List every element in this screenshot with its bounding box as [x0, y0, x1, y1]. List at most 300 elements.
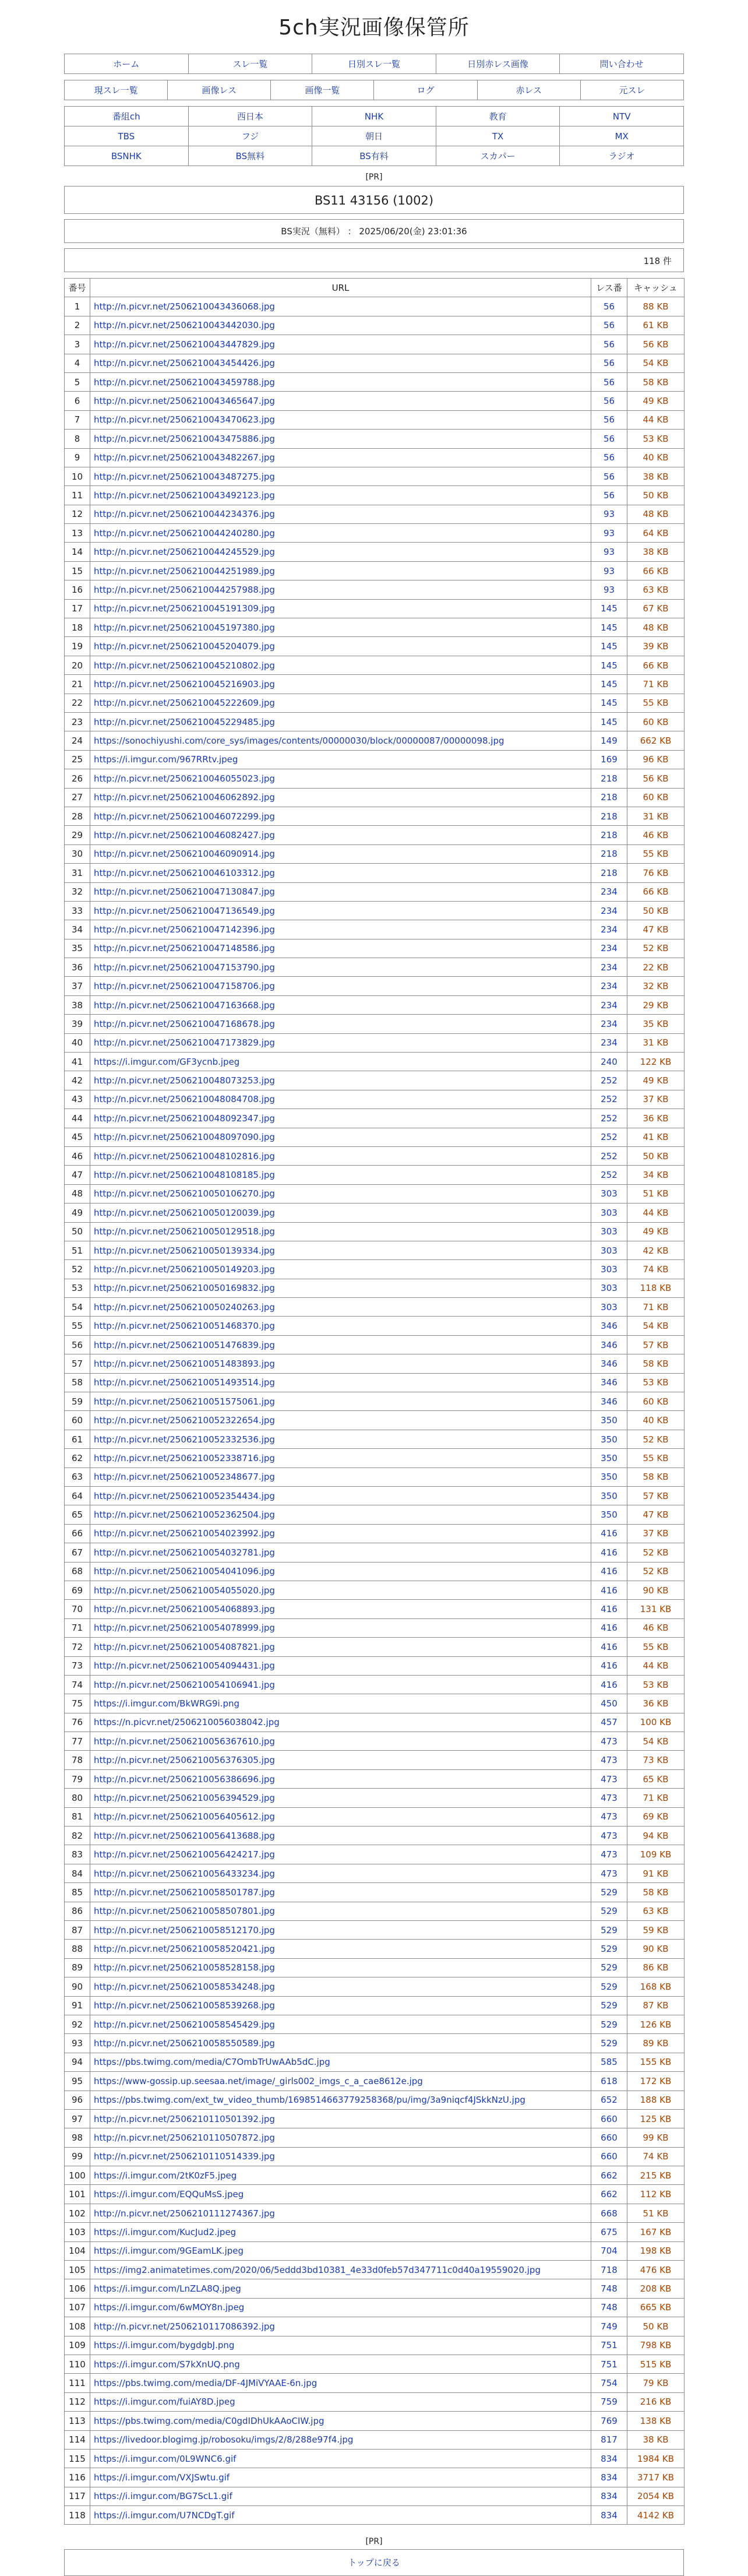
res-number-link[interactable]: 473	[591, 1789, 627, 1807]
res-number-link[interactable]: 346	[591, 1392, 627, 1411]
board-link[interactable]: NTV	[612, 111, 631, 122]
image-url-link[interactable]: http://n.picvr.net/2506210043482267.jpg	[94, 452, 275, 463]
image-url-link[interactable]: http://n.picvr.net/2506210058534248.jpg	[94, 1981, 275, 1992]
board-link[interactable]: 西日本	[237, 111, 263, 122]
image-url-link[interactable]: http://n.picvr.net/2506210058512170.jpg	[94, 1924, 275, 1935]
res-number-link[interactable]: 169	[591, 750, 627, 769]
cache-size-link[interactable]: 22 KB	[627, 958, 685, 977]
cache-size-link[interactable]: 63 KB	[627, 580, 685, 599]
cache-size-link[interactable]: 35 KB	[627, 1015, 685, 1033]
res-number-link[interactable]: 145	[591, 618, 627, 637]
cache-size-link[interactable]: 47 KB	[627, 920, 685, 939]
res-number-link[interactable]: 660	[591, 2147, 627, 2166]
cache-size-link[interactable]: 42 KB	[627, 1241, 685, 1259]
board-link[interactable]: フジ	[241, 131, 259, 142]
cache-size-link[interactable]: 2054 KB	[627, 2487, 685, 2505]
res-number-link[interactable]: 252	[591, 1146, 627, 1165]
image-url-link[interactable]: http://n.picvr.net/2506210056394529.jpg	[94, 1792, 275, 1803]
res-number-link[interactable]: 252	[591, 1166, 627, 1184]
res-number-link[interactable]: 416	[591, 1638, 627, 1656]
cache-size-link[interactable]: 89 KB	[627, 2034, 685, 2053]
image-url-link[interactable]: http://n.picvr.net/2506210043470623.jpg	[94, 414, 275, 425]
res-number-link[interactable]: 473	[591, 1807, 627, 1826]
cache-size-link[interactable]: 476 KB	[627, 2261, 685, 2279]
image-url-link[interactable]: http://n.picvr.net/2506210058528158.jpg	[94, 1962, 275, 1973]
cache-size-link[interactable]: 155 KB	[627, 2053, 685, 2071]
cache-size-link[interactable]: 59 KB	[627, 1920, 685, 1939]
nav-contact-link[interactable]: 問い合わせ	[599, 59, 644, 69]
cache-size-link[interactable]: 198 KB	[627, 2241, 685, 2260]
res-number-link[interactable]: 145	[591, 675, 627, 694]
cache-size-link[interactable]: 49 KB	[627, 1071, 685, 1090]
res-number-link[interactable]: 346	[591, 1354, 627, 1373]
cache-size-link[interactable]: 51 KB	[627, 2204, 685, 2222]
image-url-link[interactable]: http://n.picvr.net/2506210047136549.jpg	[94, 905, 275, 916]
cache-size-link[interactable]: 29 KB	[627, 995, 685, 1014]
cache-size-link[interactable]: 109 KB	[627, 1845, 685, 1864]
cache-size-link[interactable]: 49 KB	[627, 1222, 685, 1241]
res-number-link[interactable]: 652	[591, 2091, 627, 2109]
cache-size-link[interactable]: 118 KB	[627, 1279, 685, 1297]
cache-size-link[interactable]: 58 KB	[627, 1354, 685, 1373]
cache-size-link[interactable]: 515 KB	[627, 2355, 685, 2373]
image-url-link[interactable]: https://i.imgur.com/9GEamLK.jpeg	[94, 2246, 244, 2257]
res-number-link[interactable]: 145	[591, 656, 627, 674]
image-url-link[interactable]: http://n.picvr.net/2506210056367610.jpg	[94, 1736, 275, 1747]
image-url-link[interactable]: http://n.picvr.net/2506210046072299.jpg	[94, 811, 275, 822]
res-number-link[interactable]: 457	[591, 1713, 627, 1732]
image-url-link[interactable]: http://n.picvr.net/2506210046090914.jpg	[94, 849, 275, 860]
cache-size-link[interactable]: 60 KB	[627, 712, 685, 731]
cache-size-link[interactable]: 50 KB	[627, 2317, 685, 2336]
back-to-top-link[interactable]: トップに戻る	[348, 2557, 400, 2568]
res-number-link[interactable]: 303	[591, 1241, 627, 1259]
res-number-link[interactable]: 662	[591, 2166, 627, 2185]
cache-size-link[interactable]: 46 KB	[627, 1618, 685, 1637]
res-number-link[interactable]: 56	[591, 316, 627, 335]
image-url-link[interactable]: https://i.imgur.com/BG7ScL1.gif	[94, 2491, 232, 2502]
res-number-link[interactable]: 416	[591, 1600, 627, 1618]
cache-size-link[interactable]: 50 KB	[627, 1146, 685, 1165]
cache-size-link[interactable]: 131 KB	[627, 1600, 685, 1618]
cache-size-link[interactable]: 90 KB	[627, 1581, 685, 1599]
cache-size-link[interactable]: 48 KB	[627, 618, 685, 637]
cache-size-link[interactable]: 126 KB	[627, 2015, 685, 2033]
image-url-link[interactable]: http://n.picvr.net/2506210045204079.jpg	[94, 641, 275, 652]
res-number-link[interactable]: 754	[591, 2374, 627, 2392]
board-link[interactable]: ラジオ	[608, 151, 635, 161]
cache-size-link[interactable]: 53 KB	[627, 1675, 685, 1694]
image-url-link[interactable]: http://n.picvr.net/2506210045229485.jpg	[94, 716, 275, 727]
cache-size-link[interactable]: 58 KB	[627, 372, 685, 391]
image-url-link[interactable]: http://n.picvr.net/2506210044257988.jpg	[94, 584, 275, 595]
res-number-link[interactable]: 93	[591, 505, 627, 523]
cache-size-link[interactable]: 44 KB	[627, 410, 685, 429]
res-number-link[interactable]: 303	[591, 1184, 627, 1203]
image-url-link[interactable]: http://n.picvr.net/2506210045197380.jpg	[94, 622, 275, 633]
res-number-link[interactable]: 93	[591, 524, 627, 543]
res-number-link[interactable]: 416	[591, 1543, 627, 1562]
res-number-link[interactable]: 93	[591, 580, 627, 599]
image-url-link[interactable]: https://i.imgur.com/S7kXnUQ.png	[94, 2359, 240, 2370]
cache-size-link[interactable]: 188 KB	[627, 2091, 685, 2109]
image-url-link[interactable]: http://n.picvr.net/2506210054094431.jpg	[94, 1660, 275, 1671]
image-url-link[interactable]: http://n.picvr.net/2506210054068893.jpg	[94, 1604, 275, 1615]
cache-size-link[interactable]: 40 KB	[627, 1411, 685, 1430]
res-number-link[interactable]: 529	[591, 2034, 627, 2053]
image-url-link[interactable]: http://n.picvr.net/2506210043447829.jpg	[94, 339, 275, 350]
cache-size-link[interactable]: 86 KB	[627, 1958, 685, 1977]
res-number-link[interactable]: 145	[591, 599, 627, 618]
res-number-link[interactable]: 748	[591, 2279, 627, 2298]
cache-size-link[interactable]: 69 KB	[627, 1807, 685, 1826]
cache-size-link[interactable]: 66 KB	[627, 656, 685, 674]
image-url-link[interactable]: https://i.imgur.com/6wMOY8n.jpeg	[94, 2302, 245, 2313]
image-url-link[interactable]: https://livedoor.blogimg.jp/robosoku/imgs/2/8/288e97f4.jpg	[94, 2434, 354, 2445]
cache-size-link[interactable]: 87 KB	[627, 1996, 685, 2015]
image-url-link[interactable]: https://i.imgur.com/U7NCDgT.gif	[94, 2510, 235, 2521]
res-number-link[interactable]: 56	[591, 448, 627, 467]
image-url-link[interactable]: http://n.picvr.net/2506210117086392.jpg	[94, 2321, 275, 2332]
res-number-link[interactable]: 149	[591, 731, 627, 750]
res-number-link[interactable]: 234	[591, 1015, 627, 1033]
cache-size-link[interactable]: 74 KB	[627, 1260, 685, 1279]
cache-size-link[interactable]: 32 KB	[627, 977, 685, 995]
image-url-link[interactable]: http://n.picvr.net/2506210043475886.jpg	[94, 433, 275, 444]
res-number-link[interactable]: 145	[591, 694, 627, 712]
res-number-link[interactable]: 662	[591, 2185, 627, 2204]
image-url-link[interactable]: http://n.picvr.net/2506210054106941.jpg	[94, 1679, 275, 1690]
cache-size-link[interactable]: 49 KB	[627, 392, 685, 410]
image-url-link[interactable]: http://n.picvr.net/2506210043459788.jpg	[94, 376, 275, 388]
cache-size-link[interactable]: 74 KB	[627, 2147, 685, 2166]
res-number-link[interactable]: 751	[591, 2336, 627, 2355]
res-number-link[interactable]: 218	[591, 769, 627, 788]
board-link[interactable]: 番組ch	[112, 111, 140, 122]
res-number-link[interactable]: 234	[591, 958, 627, 977]
res-number-link[interactable]: 529	[591, 1920, 627, 1939]
image-url-link[interactable]: https://img2.animatetimes.com/2020/06/5eddd3bd10381_4e33d0feb57d347711c0d40a19559020.jpg	[94, 2264, 541, 2275]
image-url-link[interactable]: https://i.imgur.com/EQQuMsS.jpeg	[94, 2189, 244, 2200]
nav-image-list-link[interactable]: 画像一覧	[305, 85, 340, 96]
image-url-link[interactable]: https://pbs.twimg.com/ext_tw_video_thumb/1698514663779258368/pu/img/3a9niqcf4JSkkNzU.jpg	[94, 2095, 525, 2106]
res-number-link[interactable]: 234	[591, 939, 627, 958]
cache-size-link[interactable]: 52 KB	[627, 1430, 685, 1448]
cache-size-link[interactable]: 55 KB	[627, 694, 685, 712]
image-url-link[interactable]: https://i.imgur.com/bygdgbJ.png	[94, 2340, 235, 2351]
cache-size-link[interactable]: 38 KB	[627, 543, 685, 561]
res-number-link[interactable]: 529	[591, 1902, 627, 1920]
cache-size-link[interactable]: 88 KB	[627, 297, 685, 316]
res-number-link[interactable]: 56	[591, 486, 627, 505]
res-number-link[interactable]: 529	[591, 2015, 627, 2033]
image-url-link[interactable]: http://n.picvr.net/2506210048084708.jpg	[94, 1094, 275, 1105]
res-number-link[interactable]: 769	[591, 2412, 627, 2430]
image-url-link[interactable]: http://n.picvr.net/2506210044234376.jpg	[94, 509, 275, 520]
res-number-link[interactable]: 749	[591, 2317, 627, 2336]
res-number-link[interactable]: 218	[591, 864, 627, 882]
image-url-link[interactable]: http://n.picvr.net/2506210047173829.jpg	[94, 1037, 275, 1048]
res-number-link[interactable]: 834	[591, 2487, 627, 2505]
image-url-link[interactable]: http://n.picvr.net/2506210043454426.jpg	[94, 358, 275, 369]
cache-size-link[interactable]: 51 KB	[627, 1184, 685, 1203]
cache-size-link[interactable]: 73 KB	[627, 1751, 685, 1769]
cache-size-link[interactable]: 31 KB	[627, 807, 685, 825]
nav-source-thread-link[interactable]: 元スレ	[619, 85, 645, 96]
res-number-link[interactable]: 303	[591, 1203, 627, 1222]
cache-size-link[interactable]: 48 KB	[627, 505, 685, 523]
res-number-link[interactable]: 346	[591, 1317, 627, 1335]
board-link[interactable]: スカパー	[480, 151, 516, 161]
cache-size-link[interactable]: 58 KB	[627, 1883, 685, 1902]
image-url-link[interactable]: http://n.picvr.net/2506210044251989.jpg	[94, 565, 275, 576]
image-url-link[interactable]: https://i.imgur.com/fuiAY8D.jpeg	[94, 2396, 235, 2408]
res-number-link[interactable]: 473	[591, 1845, 627, 1864]
res-number-link[interactable]: 704	[591, 2241, 627, 2260]
cache-size-link[interactable]: 79 KB	[627, 2374, 685, 2392]
cache-size-link[interactable]: 798 KB	[627, 2336, 685, 2355]
res-number-link[interactable]: 346	[591, 1373, 627, 1392]
image-url-link[interactable]: http://n.picvr.net/2506210047153790.jpg	[94, 962, 275, 973]
image-url-link[interactable]: https://i.imgur.com/BkWRG9i.png	[94, 1698, 240, 1709]
image-url-link[interactable]: https://i.imgur.com/967RRtv.jpeg	[94, 754, 238, 765]
cache-size-link[interactable]: 55 KB	[627, 844, 685, 863]
res-number-link[interactable]: 234	[591, 995, 627, 1014]
cache-size-link[interactable]: 58 KB	[627, 1468, 685, 1486]
image-url-link[interactable]: http://n.picvr.net/2506210044245529.jpg	[94, 547, 275, 558]
res-number-link[interactable]: 416	[591, 1581, 627, 1599]
cache-size-link[interactable]: 44 KB	[627, 1656, 685, 1675]
cache-size-link[interactable]: 39 KB	[627, 637, 685, 656]
cache-size-link[interactable]: 168 KB	[627, 1977, 685, 1996]
res-number-link[interactable]: 252	[591, 1128, 627, 1146]
cache-size-link[interactable]: 99 KB	[627, 2128, 685, 2147]
image-url-link[interactable]: http://n.picvr.net/2506210056424217.jpg	[94, 1849, 275, 1860]
res-number-link[interactable]: 751	[591, 2355, 627, 2373]
image-url-link[interactable]: http://n.picvr.net/2506210058507801.jpg	[94, 1906, 275, 1917]
cache-size-link[interactable]: 96 KB	[627, 750, 685, 769]
res-number-link[interactable]: 252	[591, 1071, 627, 1090]
res-number-link[interactable]: 234	[591, 920, 627, 939]
res-number-link[interactable]: 718	[591, 2261, 627, 2279]
image-url-link[interactable]: http://n.picvr.net/2506210056386696.jpg	[94, 1773, 275, 1785]
image-url-link[interactable]: https://sonochiyushi.com/core_sys/images/contents/00000030/block/00000087/00000098.jpg	[94, 736, 504, 747]
cache-size-link[interactable]: 36 KB	[627, 1694, 685, 1713]
image-url-link[interactable]: http://n.picvr.net/2506210056405612.jpg	[94, 1811, 275, 1822]
image-url-link[interactable]: https://i.imgur.com/VXJSwtu.gif	[94, 2472, 230, 2483]
res-number-link[interactable]: 529	[591, 1977, 627, 1996]
res-number-link[interactable]: 675	[591, 2223, 627, 2241]
image-url-link[interactable]: http://n.picvr.net/2506210044240280.jpg	[94, 527, 275, 539]
res-number-link[interactable]: 56	[591, 392, 627, 410]
cache-size-link[interactable]: 60 KB	[627, 1392, 685, 1411]
image-url-link[interactable]: http://n.picvr.net/2506210045191309.jpg	[94, 603, 275, 614]
image-url-link[interactable]: http://n.picvr.net/2506210052354434.jpg	[94, 1490, 275, 1501]
res-number-link[interactable]: 303	[591, 1260, 627, 1279]
res-number-link[interactable]: 834	[591, 2449, 627, 2468]
nav-current-threads-link[interactable]: 現スレ一覧	[94, 85, 138, 96]
res-number-link[interactable]: 660	[591, 2109, 627, 2128]
cache-size-link[interactable]: 40 KB	[627, 448, 685, 467]
res-number-link[interactable]: 834	[591, 2468, 627, 2487]
res-number-link[interactable]: 56	[591, 354, 627, 372]
cache-size-link[interactable]: 91 KB	[627, 1864, 685, 1882]
cache-size-link[interactable]: 55 KB	[627, 1449, 685, 1468]
res-number-link[interactable]: 56	[591, 372, 627, 391]
cache-size-link[interactable]: 167 KB	[627, 2223, 685, 2241]
cache-size-link[interactable]: 52 KB	[627, 1562, 685, 1581]
image-url-link[interactable]: http://n.picvr.net/2506210048092347.jpg	[94, 1113, 275, 1124]
cache-size-link[interactable]: 662 KB	[627, 731, 685, 750]
image-url-link[interactable]: https://pbs.twimg.com/media/C0gdIDhUkAAoCIW.jpg	[94, 2415, 324, 2426]
image-url-link[interactable]: http://n.picvr.net/2506210050139334.jpg	[94, 1245, 275, 1256]
res-number-link[interactable]: 350	[591, 1411, 627, 1430]
cache-size-link[interactable]: 36 KB	[627, 1109, 685, 1128]
cache-size-link[interactable]: 63 KB	[627, 1902, 685, 1920]
board-link[interactable]: 教育	[489, 111, 507, 122]
image-url-link[interactable]: https://n.picvr.net/2506210056038042.jpg	[94, 1717, 280, 1728]
cache-size-link[interactable]: 3717 KB	[627, 2468, 685, 2487]
cache-size-link[interactable]: 172 KB	[627, 2072, 685, 2091]
cache-size-link[interactable]: 44 KB	[627, 1203, 685, 1222]
cache-size-link[interactable]: 55 KB	[627, 1638, 685, 1656]
nav-log-link[interactable]: ログ	[417, 85, 435, 96]
image-url-link[interactable]: http://n.picvr.net/2506210050129518.jpg	[94, 1226, 275, 1237]
cache-size-link[interactable]: 76 KB	[627, 864, 685, 882]
cache-size-link[interactable]: 215 KB	[627, 2166, 685, 2185]
res-number-link[interactable]: 252	[591, 1090, 627, 1108]
image-url-link[interactable]: http://n.picvr.net/2506210050120039.jpg	[94, 1207, 275, 1218]
res-number-link[interactable]: 218	[591, 844, 627, 863]
cache-size-link[interactable]: 57 KB	[627, 1487, 685, 1505]
image-url-link[interactable]: http://n.picvr.net/2506210052338716.jpg	[94, 1452, 275, 1463]
cache-size-link[interactable]: 56 KB	[627, 769, 685, 788]
image-url-link[interactable]: http://n.picvr.net/2506210046082427.jpg	[94, 830, 275, 841]
image-url-link[interactable]: http://n.picvr.net/2506210052362504.jpg	[94, 1509, 275, 1521]
res-number-link[interactable]: 303	[591, 1279, 627, 1297]
image-url-link[interactable]: http://n.picvr.net/2506210110507872.jpg	[94, 2132, 275, 2143]
image-url-link[interactable]: https://pbs.twimg.com/media/C7OmbTrUwAAb5dC.jpg	[94, 2057, 330, 2068]
cache-size-link[interactable]: 61 KB	[627, 316, 685, 335]
cache-size-link[interactable]: 67 KB	[627, 599, 685, 618]
cache-size-link[interactable]: 52 KB	[627, 939, 685, 958]
nav-red-res-link[interactable]: 赤レス	[516, 85, 542, 96]
board-link[interactable]: BS無料	[235, 151, 265, 161]
cache-size-link[interactable]: 38 KB	[627, 2430, 685, 2449]
cache-size-link[interactable]: 4142 KB	[627, 2506, 685, 2525]
image-url-link[interactable]: https://i.imgur.com/2tK0zF5.jpeg	[94, 2170, 237, 2181]
board-link[interactable]: 朝日	[365, 131, 383, 142]
image-url-link[interactable]: http://n.picvr.net/2506210047148586.jpg	[94, 943, 275, 954]
image-url-link[interactable]: http://n.picvr.net/2506210056433234.jpg	[94, 1868, 275, 1879]
image-url-link[interactable]: https://www-gossip.up.seesaa.net/image/_girls002_imgs_c_a_cae8612e.jpg	[94, 2075, 423, 2086]
res-number-link[interactable]: 56	[591, 335, 627, 354]
image-url-link[interactable]: http://n.picvr.net/2506210051468370.jpg	[94, 1321, 275, 1332]
board-link[interactable]: MX	[615, 131, 629, 142]
board-link[interactable]: NHK	[364, 111, 384, 122]
image-url-link[interactable]: http://n.picvr.net/2506210054087821.jpg	[94, 1641, 275, 1652]
board-link[interactable]: BS有料	[359, 151, 389, 161]
res-number-link[interactable]: 218	[591, 826, 627, 844]
res-number-link[interactable]: 668	[591, 2204, 627, 2222]
image-url-link[interactable]: http://n.picvr.net/2506210050240263.jpg	[94, 1301, 275, 1312]
res-number-link[interactable]: 234	[591, 977, 627, 995]
image-url-link[interactable]: https://i.imgur.com/GF3ycnb.jpeg	[94, 1056, 240, 1067]
board-link[interactable]: BSNHK	[111, 150, 142, 161]
res-number-link[interactable]: 759	[591, 2392, 627, 2411]
res-number-link[interactable]: 56	[591, 410, 627, 429]
cache-size-link[interactable]: 31 KB	[627, 1033, 685, 1052]
cache-size-link[interactable]: 94 KB	[627, 1827, 685, 1845]
cache-size-link[interactable]: 112 KB	[627, 2185, 685, 2204]
image-url-link[interactable]: https://i.imgur.com/KucJud2.jpeg	[94, 2226, 237, 2237]
cache-size-link[interactable]: 54 KB	[627, 1732, 685, 1751]
board-link[interactable]: TBS	[118, 131, 135, 142]
image-url-link[interactable]: http://n.picvr.net/2506210054023992.jpg	[94, 1528, 275, 1539]
cache-size-link[interactable]: 46 KB	[627, 826, 685, 844]
image-url-link[interactable]: http://n.picvr.net/2506210050149203.jpg	[94, 1264, 275, 1275]
image-url-link[interactable]: http://n.picvr.net/2506210051476839.jpg	[94, 1339, 275, 1350]
res-number-link[interactable]: 817	[591, 2430, 627, 2449]
cache-size-link[interactable]: 54 KB	[627, 1317, 685, 1335]
nav-image-res-link[interactable]: 画像レス	[202, 85, 237, 96]
res-number-link[interactable]: 350	[591, 1505, 627, 1524]
image-url-link[interactable]: http://n.picvr.net/2506210047130847.jpg	[94, 886, 275, 898]
res-number-link[interactable]: 473	[591, 1864, 627, 1882]
image-url-link[interactable]: http://n.picvr.net/2506210045222609.jpg	[94, 698, 275, 709]
image-url-link[interactable]: http://n.picvr.net/2506210052332536.jpg	[94, 1434, 275, 1445]
board-link[interactable]: TX	[492, 131, 504, 142]
image-url-link[interactable]: http://n.picvr.net/2506210051575061.jpg	[94, 1396, 275, 1407]
cache-size-link[interactable]: 60 KB	[627, 788, 685, 807]
res-number-link[interactable]: 473	[591, 1751, 627, 1769]
res-number-link[interactable]: 234	[591, 901, 627, 920]
image-url-link[interactable]: http://n.picvr.net/2506210050106270.jpg	[94, 1188, 275, 1199]
cache-size-link[interactable]: 65 KB	[627, 1769, 685, 1788]
image-url-link[interactable]: http://n.picvr.net/2506210048073253.jpg	[94, 1075, 275, 1086]
res-number-link[interactable]: 473	[591, 1827, 627, 1845]
cache-size-link[interactable]: 71 KB	[627, 675, 685, 694]
image-url-link[interactable]: http://n.picvr.net/2506210043465647.jpg	[94, 396, 275, 407]
image-url-link[interactable]: http://n.picvr.net/2506210051483893.jpg	[94, 1358, 275, 1369]
image-url-link[interactable]: http://n.picvr.net/2506210058520421.jpg	[94, 1944, 275, 1955]
res-number-link[interactable]: 303	[591, 1222, 627, 1241]
image-url-link[interactable]: http://n.picvr.net/2506210050169832.jpg	[94, 1283, 275, 1294]
cache-size-link[interactable]: 71 KB	[627, 1789, 685, 1807]
cache-size-link[interactable]: 53 KB	[627, 1373, 685, 1392]
res-number-link[interactable]: 473	[591, 1769, 627, 1788]
image-url-link[interactable]: http://n.picvr.net/2506210056376305.jpg	[94, 1755, 275, 1766]
res-number-link[interactable]: 346	[591, 1335, 627, 1354]
res-number-link[interactable]: 234	[591, 1033, 627, 1052]
res-number-link[interactable]: 450	[591, 1694, 627, 1713]
cache-size-link[interactable]: 64 KB	[627, 524, 685, 543]
res-number-link[interactable]: 240	[591, 1053, 627, 1071]
cache-size-link[interactable]: 52 KB	[627, 1543, 685, 1562]
cache-size-link[interactable]: 34 KB	[627, 1166, 685, 1184]
image-url-link[interactable]: http://n.picvr.net/2506210043492123.jpg	[94, 490, 275, 501]
image-url-link[interactable]: http://n.picvr.net/2506210054032781.jpg	[94, 1547, 275, 1558]
res-number-link[interactable]: 145	[591, 712, 627, 731]
res-number-link[interactable]: 618	[591, 2072, 627, 2091]
cache-size-link[interactable]: 50 KB	[627, 901, 685, 920]
res-number-link[interactable]: 350	[591, 1487, 627, 1505]
cache-size-link[interactable]: 37 KB	[627, 1090, 685, 1108]
image-url-link[interactable]: http://n.picvr.net/2506210056413688.jpg	[94, 1830, 275, 1841]
res-number-link[interactable]: 473	[591, 1732, 627, 1751]
image-url-link[interactable]: http://n.picvr.net/2506210047168678.jpg	[94, 1018, 275, 1029]
res-number-link[interactable]: 660	[591, 2128, 627, 2147]
